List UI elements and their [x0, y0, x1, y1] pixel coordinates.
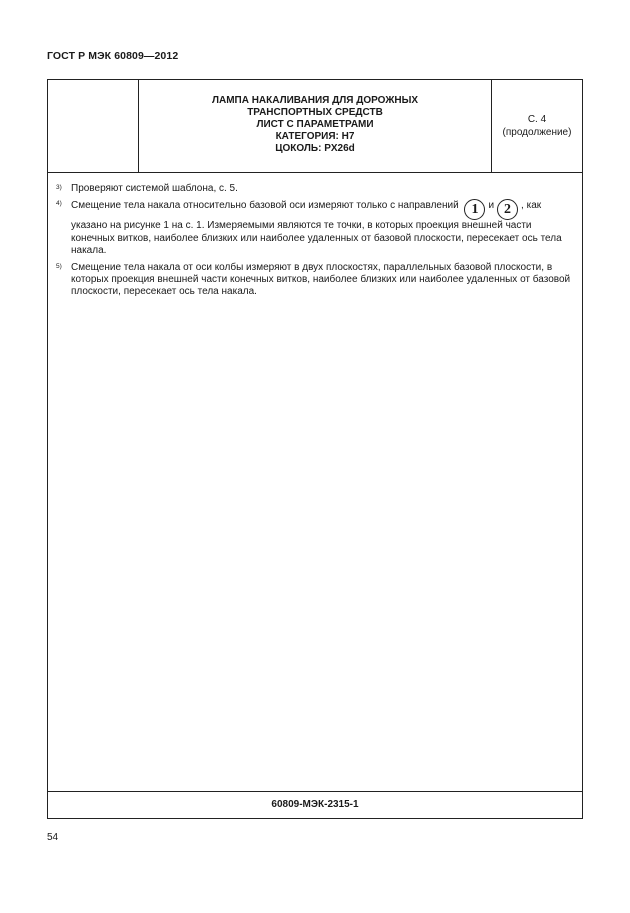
title-line: ТРАНСПОРТНЫХ СРЕДСТВ: [247, 107, 383, 118]
footnote-number: 5): [56, 262, 62, 270]
footnote-text-continued: , как указано на рисунке 1 на с. 1. Измеряемыми являются те точки, в которых проекция внешней части конечных витков, наиболее близких или наиболее удаленных от базовой плоскости, пересекает ось тела накала.: [71, 200, 562, 257]
direction-2-marker: 2: [497, 199, 518, 220]
document-header: ГОСТ Р МЭК 60809—2012: [47, 50, 179, 62]
sheet-page-cell: [492, 80, 582, 172]
footnote-text: Смещение тела накала от оси колбы измеряют в двух плоскостях, параллельных базовой плоскости, в которых проекция внешней части конечных витков, наиболее близких или наиболее удаленных от базовой плоскости, пересекает ось тела накала.: [71, 261, 571, 298]
direction-1-marker: 1: [464, 199, 485, 220]
category-line: КАТЕГОРИЯ: H7: [275, 131, 355, 142]
sheet-page-label: С. 4: [527, 114, 547, 125]
sheet-code-footer: 60809-МЭК-2315-1: [48, 791, 582, 818]
sheet-title-cell: [139, 80, 492, 172]
footnote-text: Проверяют системой шаблона, с. 5.: [71, 183, 238, 194]
footnote-4: [56, 199, 572, 257]
title-line: ЛИСТ С ПАРАМЕТРАМИ: [256, 119, 374, 130]
continuation-label: (продолжение): [502, 127, 572, 138]
footnotes: [56, 183, 572, 303]
conjunction-text: и: [488, 200, 495, 212]
page-number: 54: [47, 832, 59, 843]
footnote-5: [56, 262, 572, 299]
title-block-blank-cell: [48, 80, 139, 172]
footnote-text: Смещение тела накала относительно базовой оси измеряют только с направлений: [71, 200, 459, 212]
parameter-sheet-frame: [47, 79, 583, 819]
cap-line: ЦОКОЛЬ: PX26d: [275, 143, 355, 154]
title-line: ЛАМПА НАКАЛИВАНИЯ ДЛЯ ДОРОЖНЫХ: [211, 95, 419, 106]
title-block: [48, 80, 582, 173]
footnote-number: 4): [56, 200, 62, 208]
footnote-number: 3): [56, 184, 62, 191]
footnote-3: [56, 183, 572, 195]
